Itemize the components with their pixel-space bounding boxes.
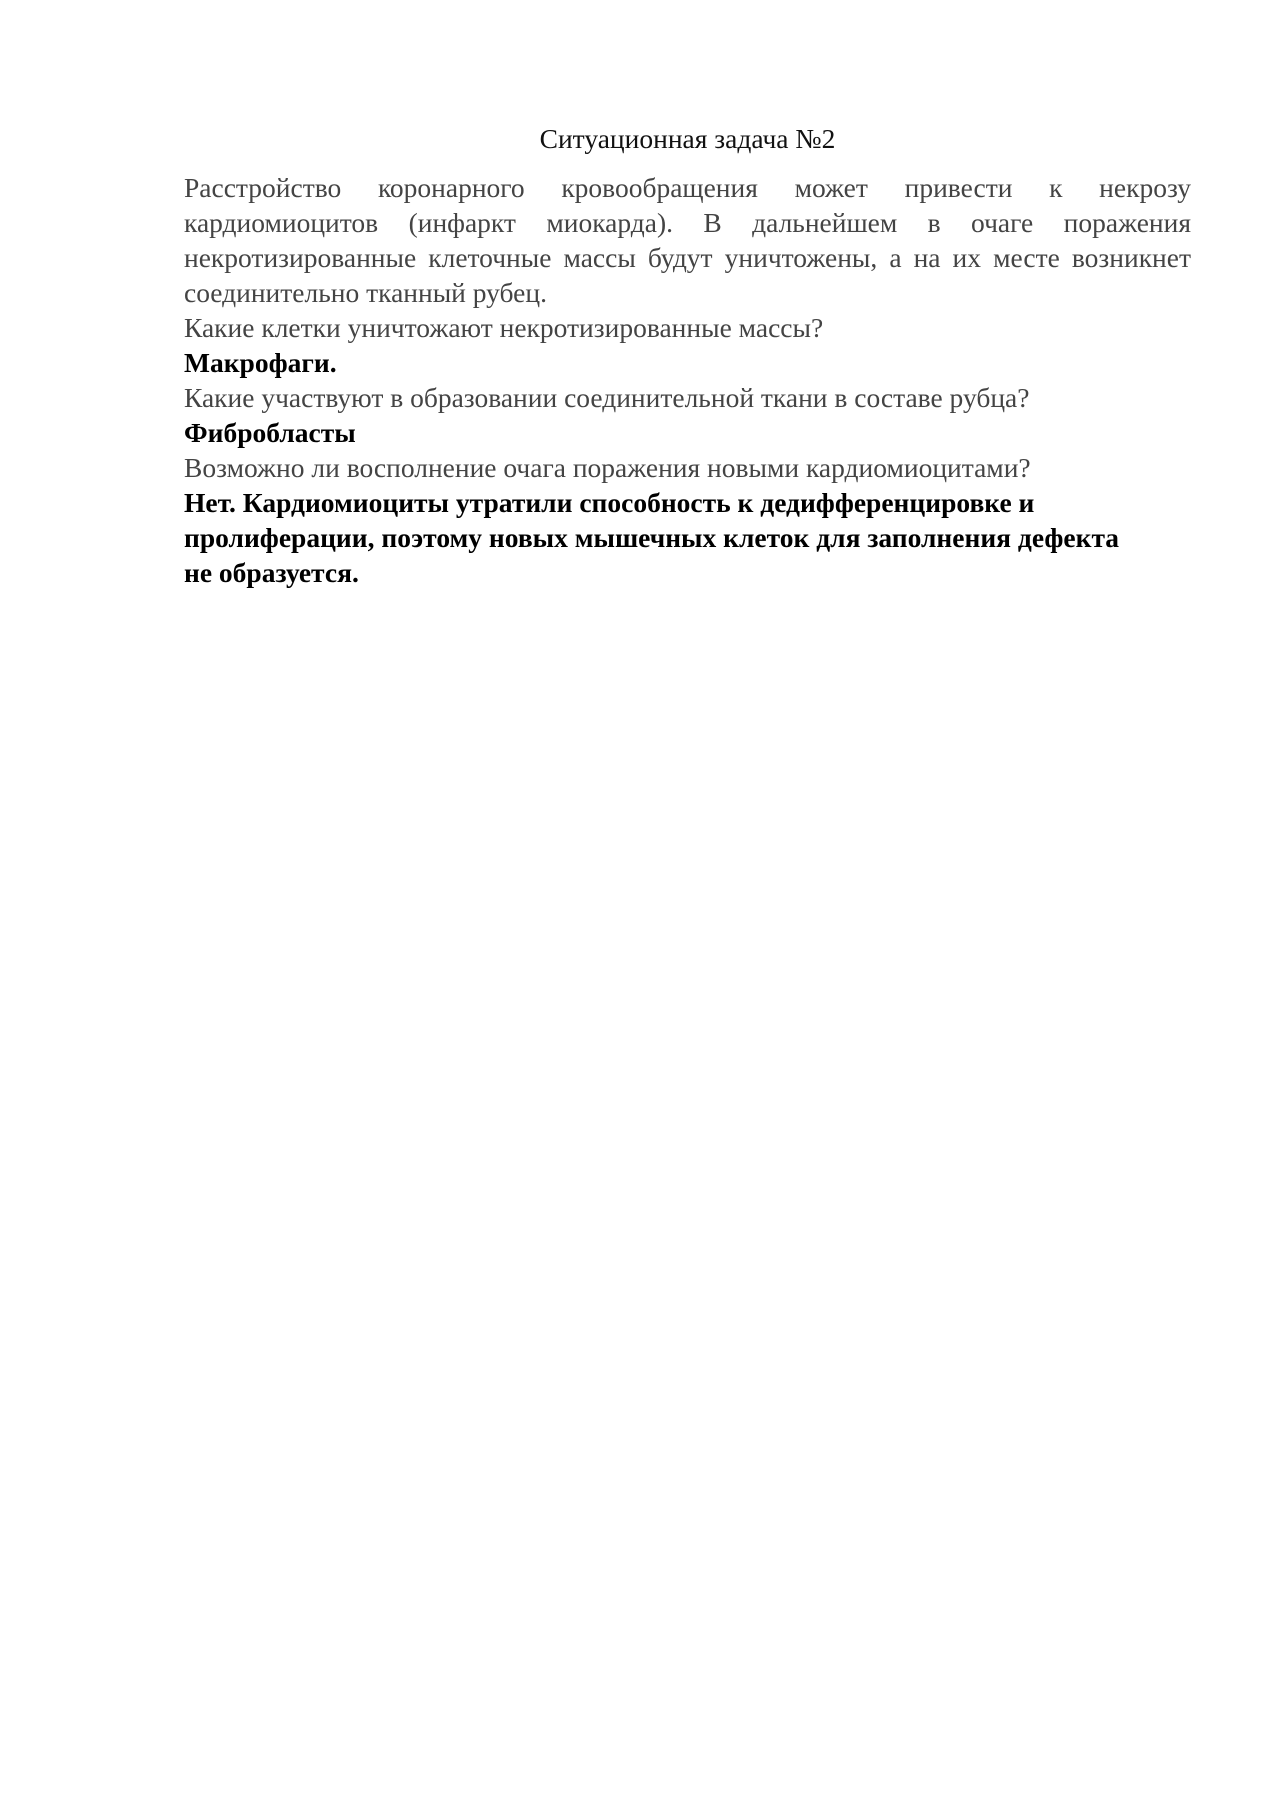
question-1: Какие клетки уничтожают некротизированные массы? bbox=[184, 312, 824, 343]
document-body bbox=[184, 121, 1191, 590]
answer-1: Макрофаги. bbox=[184, 347, 337, 378]
page-title: Ситуационная задача №2 bbox=[539, 123, 836, 154]
question-3: Возможно ли восполнение очага поражения новыми кардиомиоцитами? bbox=[184, 452, 1031, 483]
question-2: Какие участвуют в образовании соединительной ткани в составе рубца? bbox=[184, 382, 1030, 413]
intro-paragraph: Расстройство коронарного кровообращения может привести к некрозу кардиомиоцитов (инфаркт миокарда). В дальнейшем в очаге поражения некротизированные клеточные массы будут уничтожены, а на их месте возникнет соединительно тканный рубец. bbox=[184, 172, 1191, 308]
answer-2: Фибробласты bbox=[184, 417, 356, 448]
answer-3: Нет. Кардиомиоциты утратили способность к дедифференцировке и пролиферации, поэтому новых мышечных клеток для заполнения дефекта не образуется. bbox=[184, 487, 1120, 588]
